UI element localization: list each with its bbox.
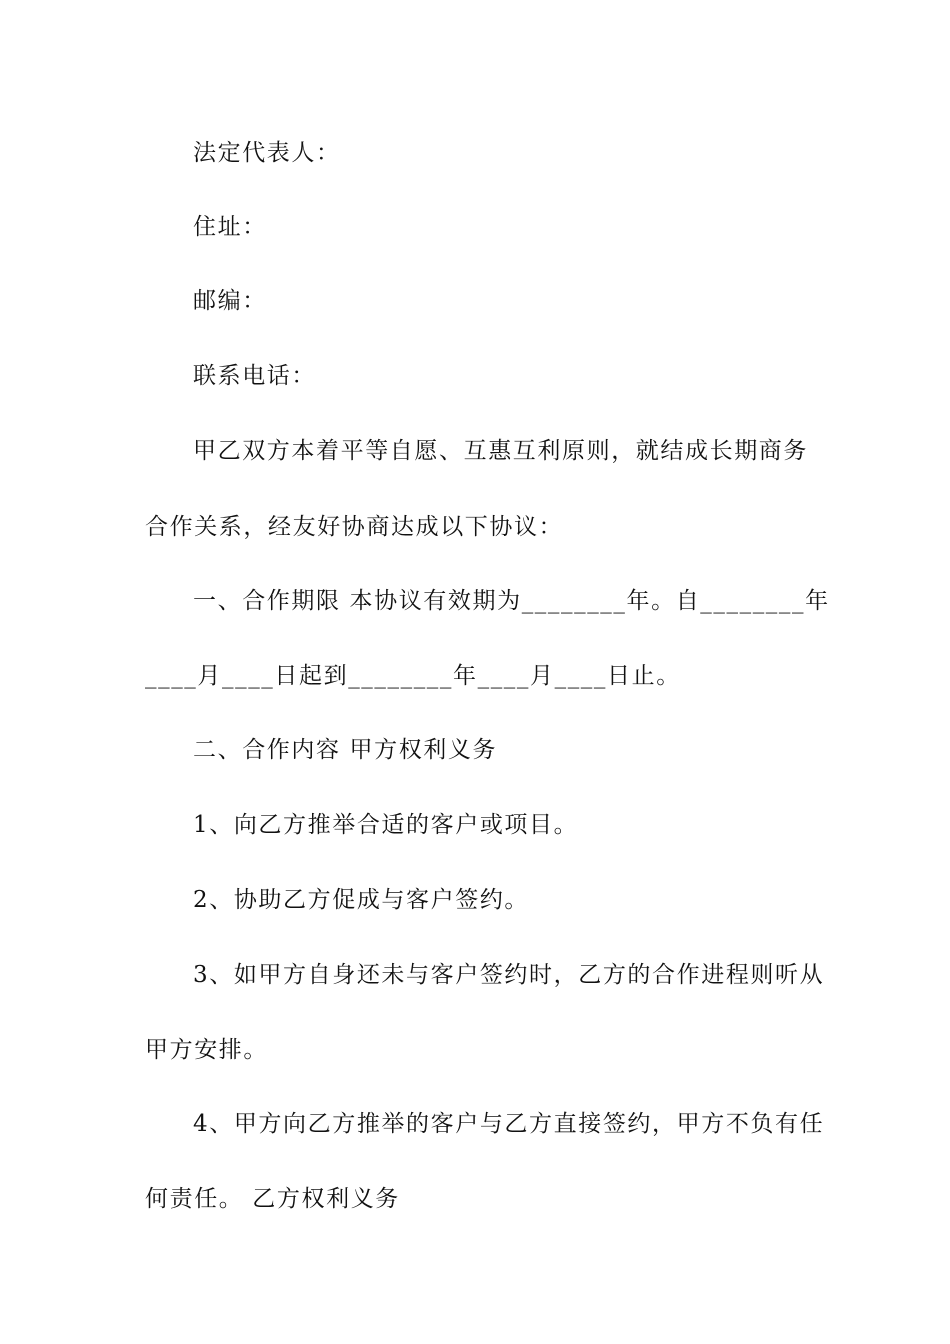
party-a-duty-3-line-1: 3、如甲方自身还未与客户签约时，乙方的合作进程则听从 [193, 962, 825, 988]
party-a-duty-4-line-1: 4、甲方向乙方推举的客户与乙方直接签约，甲方不负有任 [193, 1111, 825, 1137]
address-label: 住址： [193, 214, 267, 240]
intro-paragraph-line-2: 合作关系，经友好协商达成以下协议： [145, 514, 564, 540]
party-a-duty-4-line-2: 何责任。 乙方权利义务 [145, 1186, 400, 1212]
party-a-duty-1: 1、向乙方推举合适的客户或项目。 [193, 812, 579, 838]
section-2-heading: 二、合作内容 甲方权利义务 [193, 737, 498, 763]
party-a-duty-3-line-2: 甲方安排。 [145, 1037, 268, 1063]
term-clause-line-2: ____月____日起到________年____月____日止。 [145, 663, 681, 689]
postcode-label: 邮编： [193, 288, 267, 314]
intro-paragraph-line-1: 甲乙双方本着平等自愿、互惠互利原则，就结成长期商务 [193, 438, 808, 464]
party-a-duty-2: 2、协助乙方促成与客户签约。 [193, 887, 530, 913]
legal-representative-label: 法定代表人： [193, 140, 341, 166]
term-clause-line-1: 一、合作期限 本协议有效期为________年。自________年 [193, 588, 830, 614]
phone-label: 联系电话： [193, 363, 316, 389]
